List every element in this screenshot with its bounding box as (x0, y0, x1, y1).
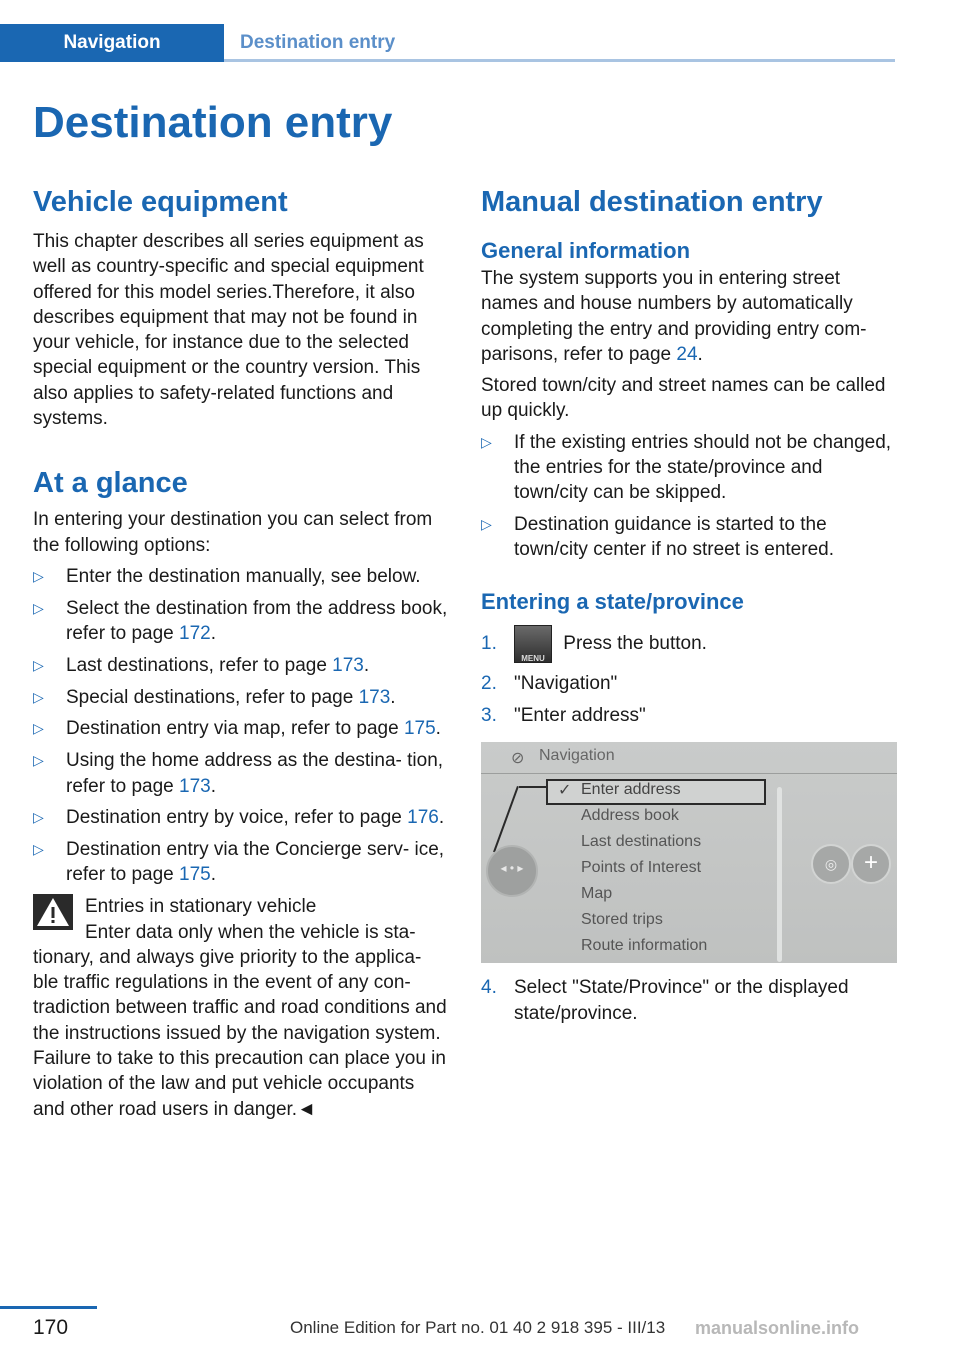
zoom-plus-icon: + (851, 844, 891, 884)
check-icon: ✓ (558, 782, 572, 800)
list-item: ▷ Enter the destination manually, see below. (33, 564, 448, 589)
pointer-line (519, 786, 547, 788)
header-subsection[interactable]: Destination entry (240, 32, 396, 53)
options-list (33, 564, 448, 888)
pointer-line (493, 786, 519, 852)
screen-divider (481, 773, 897, 774)
triangle-bullet-icon: ▷ (33, 841, 44, 858)
list-item: ▷ Using the home address as the destina- tion, refer to page 173. (33, 750, 444, 797)
list-item: ▷ If the existing entries should not be changed, the entries for the state/province and town/city can be skipped. (481, 431, 892, 504)
list-item: ▷ Destination entry by voice, refer to page 176. (33, 805, 448, 830)
right-column (481, 182, 899, 1026)
step-item: 2. "Navigation" (481, 672, 618, 694)
triangle-bullet-icon: ▷ (33, 567, 44, 584)
page-link[interactable]: 176 (407, 807, 439, 829)
page-number: 170 (33, 1316, 69, 1339)
triangle-bullet-icon: ▷ (33, 688, 44, 705)
triangle-bullet-icon: ▷ (33, 809, 44, 826)
controller-knob-icon: ◂ • ▸ (486, 845, 538, 897)
list-item: ▷ Destination guidance is started to the town/city center if no street is entered. (481, 514, 834, 561)
page-link[interactable]: 175 (179, 864, 211, 886)
general-info-p1: The system supports you in entering street names and house numbers by automatically completing the entry and providing entry com- parisons, refer to page 24. (481, 268, 867, 365)
info-list (481, 430, 899, 563)
scroll-arc (777, 787, 782, 962)
triangle-bullet-icon: ▷ (33, 720, 44, 737)
warning-lead: Enter data only when the vehicle is sta- (85, 921, 416, 943)
screen-menu-item: Last destinations (581, 833, 702, 851)
triangle-bullet-icon: ▷ (33, 752, 44, 769)
at-a-glance-intro: In entering your destination you can select from the following options: (33, 509, 433, 556)
navigation-icon: ⊘ (511, 750, 525, 768)
page-title: Destination entry (33, 98, 393, 147)
step-item: 1. MENU Press the button. (481, 623, 899, 665)
header-section-tab[interactable]: Navigation (0, 24, 224, 62)
edition-text: Online Edition for Part no. 01 40 2 918 395 - III/13 (290, 1318, 666, 1337)
triangle-bullet-icon: ▷ (481, 433, 492, 450)
list-item: ▷ Destination entry via map, refer to page 175. (33, 716, 448, 741)
watermark: manualsonline.info (695, 1318, 860, 1338)
page-link[interactable]: 172 (179, 623, 211, 645)
triangle-bullet-icon: ▷ (33, 599, 44, 616)
at-a-glance-heading: At a glance (33, 467, 188, 500)
warning-block (33, 894, 448, 1122)
screen-menu-item: Address book (581, 807, 679, 825)
steps-list (481, 623, 899, 729)
manual-entry-heading: Manual destination entry (481, 186, 823, 218)
list-item: ▷ Last destinations, refer to page 173. (33, 653, 448, 678)
warning-title: Entries in stationary vehicle (85, 896, 317, 918)
list-item: ▷ Destination entry via the Concierge serv- ice, refer to page 175. (33, 839, 445, 886)
footer-rule (0, 1306, 97, 1309)
vehicle-equipment-heading: Vehicle equipment (33, 186, 288, 218)
left-column (33, 182, 448, 1122)
page-link[interactable]: 173 (358, 686, 391, 708)
triangle-bullet-icon: ▷ (33, 656, 44, 673)
step-item: 3. "Enter address" (481, 705, 646, 727)
general-info-p2: Stored town/city and street names can be called up quickly. (481, 375, 886, 422)
page-link[interactable]: 173 (332, 654, 364, 676)
screen-menu-item: Points of Interest (581, 859, 702, 877)
list-item: ▷ Select the destination from the address book, refer to page 172. (33, 597, 448, 645)
page-link[interactable]: 173 (179, 775, 211, 797)
warning-body: tionary, and always give priority to the applica- ble traffic regulations in the event of any con- tradiction between traffic and road conditions and the instructions issued by the navigation system. Failure to take to this precaution can place you in violation of the law and put vehicle occupants and other road users in danger.◄ (33, 946, 447, 1120)
state-province-heading: Entering a state/province (481, 588, 744, 614)
general-info-heading: General information (481, 238, 691, 263)
step-item: 4. Select "State/Province" or the displayed state/province. (481, 977, 849, 1024)
screen-menu-item: Enter address (581, 781, 681, 799)
warning-icon (33, 894, 73, 930)
navigation-screen-image (481, 742, 897, 963)
page-header (0, 24, 895, 62)
screen-title: Navigation (539, 747, 615, 765)
screen-menu-item: Route information (581, 937, 708, 955)
vehicle-equipment-body: This chapter describes all series equipment as well as country-specific and special equipment offered for this model series.Therefore, it also describes equipment that may not be found in your vehicle, for instance due to the selected special equipment or the country version. This also applies to safety-related functions and systems. (33, 231, 424, 430)
menu-button-icon: MENU (514, 625, 552, 663)
map-view-icon: ◎ (811, 844, 851, 884)
page-link[interactable]: 24 (676, 343, 698, 365)
steps-list-cont (481, 975, 899, 1026)
page-link[interactable]: 175 (403, 718, 436, 740)
screen-menu (581, 778, 707, 960)
screen-menu-item: Stored trips (581, 911, 663, 929)
triangle-bullet-icon: ▷ (481, 516, 492, 533)
header-rule (224, 59, 895, 62)
screen-menu-item: Map (581, 885, 613, 903)
list-item: ▷ Special destinations, refer to page 173. (33, 685, 448, 710)
